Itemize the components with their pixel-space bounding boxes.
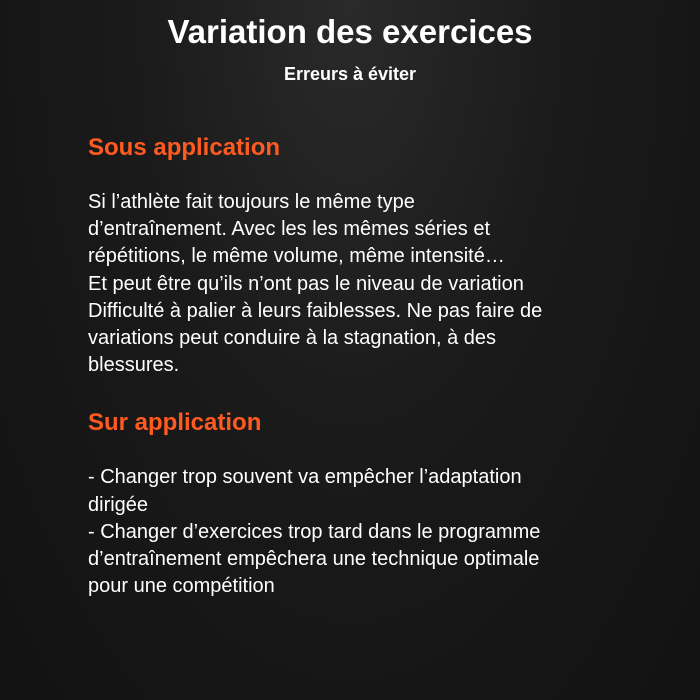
body-line: blessures. xyxy=(88,354,180,377)
body-line: d’entraînement empêchera une technique optimale xyxy=(88,548,540,571)
section-heading: Sous application xyxy=(88,134,281,161)
section-body xyxy=(88,464,688,600)
body-line: variations peut conduire à la stagnation, à des xyxy=(88,327,497,350)
body-line: pour une compétition xyxy=(88,575,275,598)
page-subtitle: Erreurs à éviter xyxy=(283,64,417,84)
section-body xyxy=(88,189,688,379)
body-line: - Changer trop souvent va empêcher l’adaptation xyxy=(88,466,522,489)
body-line: - Changer d’exercices trop tard dans le programme xyxy=(88,520,541,543)
body-line: dirigée xyxy=(88,493,149,516)
content xyxy=(88,130,688,600)
section-sur-application xyxy=(88,405,688,600)
body-line: Et peut être qu’ils n’ont pas le niveau de variation xyxy=(88,272,524,295)
body-line: répétitions, le même volume, même intensité… xyxy=(88,245,505,268)
body-line: d’entraînement. Avec les les mêmes séries et xyxy=(88,218,491,241)
body-line: Si l’athlète fait toujours le même type xyxy=(88,191,415,213)
header xyxy=(0,12,700,86)
section-heading: Sur application xyxy=(88,409,262,437)
page-title: Variation des exercices xyxy=(167,13,533,50)
body-line: Difficulté à palier à leurs faiblesses. Ne pas faire de xyxy=(88,299,543,322)
section-sous-application xyxy=(88,130,688,379)
